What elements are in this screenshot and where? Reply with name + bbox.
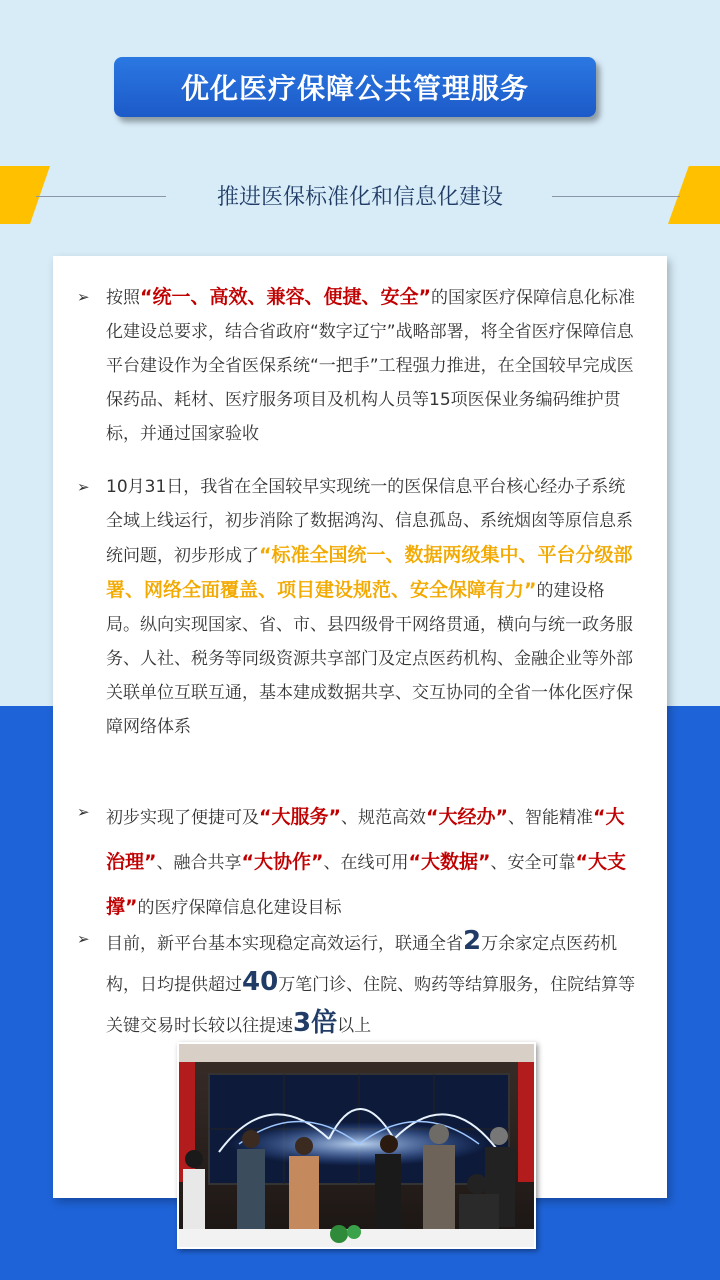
bullet-arrow-icon: ➢: [77, 288, 90, 306]
item-text: 的建设格局。纵向实现国家、省、市、县四级骨干网络贯通，横向与统一政务服务、人社、税务等同级资源共享部门及定点医药机构、金融企业等外部关联单位互联互通，基本建成数据共享、交互协同的全省一体化医疗保障网络体系: [106, 581, 633, 737]
item-number: 40: [242, 967, 279, 997]
subtitle-rule-left: [36, 196, 166, 197]
list-item: [106, 470, 636, 744]
item-text: 以上: [337, 1016, 372, 1036]
item-text: 初步实现了便捷可及: [106, 808, 259, 828]
launch-ceremony-photo: [177, 1042, 536, 1249]
item-text: 的医疗保障信息化建设目标: [137, 898, 342, 918]
item-text: 的国家医疗保障信息化标准化建设总要求，结合省政府“数字辽宁”战略部署，将全省医疗保障信息平台建设作为全省医保系统“一把手”工程强力推进，在全国较早完成医保药品、耗材、医疗服务项目及机构人员等15项医保业务编码维护贯标，并通过国家验收: [106, 288, 635, 444]
item-text: 、智能精准: [507, 808, 593, 828]
item-text: 万笔门诊、住院、购药等结算服务，住院结算等关键交易时长较以往提速: [106, 975, 636, 1036]
list-item: [106, 795, 636, 930]
item-text: 万余家定点医药机构，日均提供超过: [106, 934, 618, 995]
item-number: 2: [463, 926, 482, 956]
list-item: [106, 922, 636, 1045]
item-text: 、规范高效: [340, 808, 426, 828]
item-highlight: “大治理”: [106, 806, 625, 873]
yellow-deco-left: [0, 166, 50, 224]
item-highlight: “大协作”: [241, 851, 324, 873]
item-text: 、在线可用: [323, 853, 409, 873]
item-text: 、融合共享: [156, 853, 242, 873]
item-highlight: “统一、高效、兼容、便捷、安全”: [140, 286, 431, 308]
item-text: 按照: [106, 288, 140, 308]
item-highlight: “标准全国统一、数据两级集中、平台分级部署、网络全面覆盖、项目建设规范、安全保障有力”: [106, 544, 633, 601]
item-number: 3倍: [293, 1008, 338, 1038]
bullet-arrow-icon: ➢: [77, 803, 90, 821]
bullet-arrow-icon: ➢: [77, 478, 90, 496]
item-text: 、安全可靠: [490, 853, 576, 873]
page-title: 优化医疗保障公共管理服务: [114, 57, 596, 117]
bullet-arrow-icon: ➢: [77, 930, 90, 948]
section-subtitle: 推进医保标准化和信息化建设: [216, 185, 503, 210]
item-text: 10月31日，我省在全国较早实现统一的医保信息平台核心经办子系统全域上线运行，初步消除了数据鸿沟、信息孤岛、系统烟囱等原信息系统问题，初步形成了: [106, 477, 633, 566]
list-item: [106, 280, 636, 451]
item-highlight: “大经办”: [425, 806, 508, 828]
item-highlight: “大支撑”: [106, 851, 626, 918]
yellow-deco-right: [668, 166, 720, 224]
item-text: 目前，新平台基本实现稳定高效运行，联通全省: [106, 934, 463, 954]
item-highlight: “大服务”: [259, 806, 341, 828]
photo-illustration: [179, 1044, 534, 1247]
item-highlight: “大数据”: [408, 851, 491, 873]
subtitle-rule-right: [552, 196, 680, 197]
